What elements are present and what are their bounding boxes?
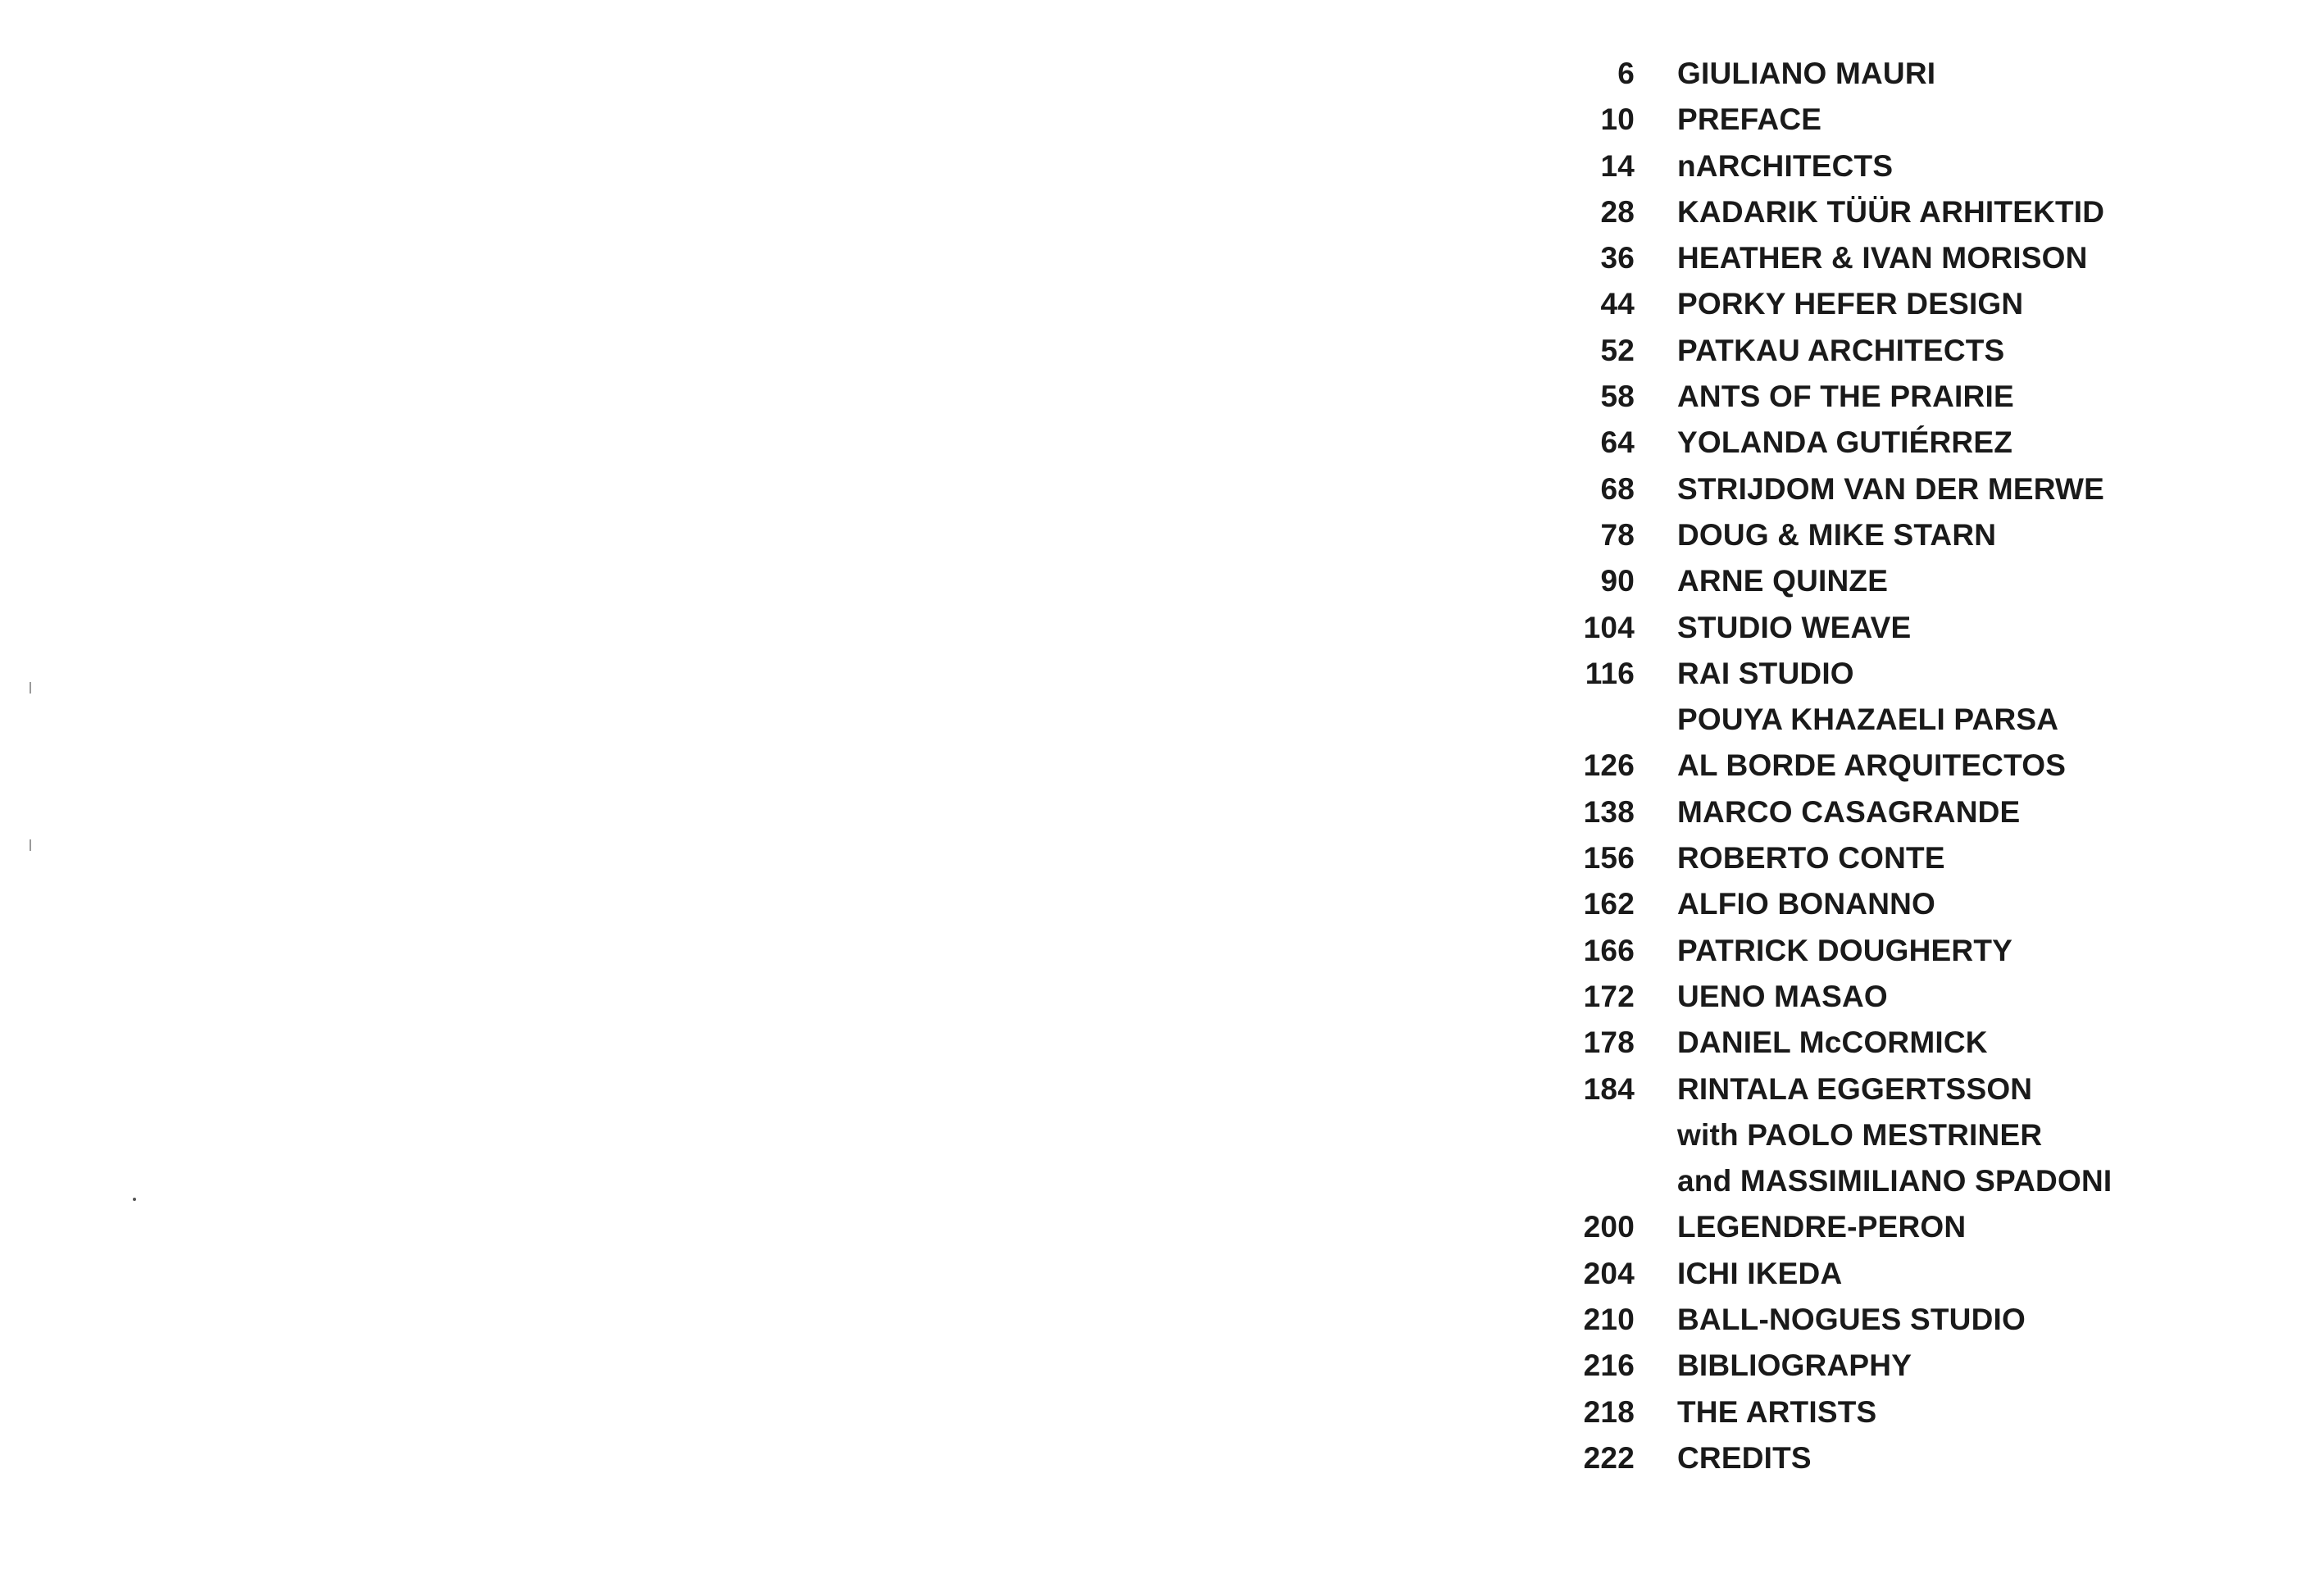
toc-entry-title: ANTS OF THE PRAIRIE — [1677, 380, 2014, 414]
toc-page-number: 6 — [1617, 57, 1635, 90]
toc-entry — [1549, 1020, 2287, 1066]
toc-entry-title: KADARIK TÜÜR ARHITEKTID — [1677, 194, 2105, 229]
toc-page-number: 210 — [1583, 1303, 1635, 1337]
scan-speck — [30, 839, 31, 851]
toc-page-number: 138 — [1583, 794, 1635, 829]
toc-entry — [1549, 1435, 2287, 1481]
toc-entry-title: and MASSIMILIANO SPADONI — [1677, 1164, 2113, 1198]
toc-entry-title: PATKAU ARCHITECTS — [1677, 333, 2005, 367]
toc-entry-title: ROBERTO CONTE — [1677, 841, 1945, 875]
toc-entry-title: STRIJDOM VAN DER MERWE — [1677, 471, 2105, 506]
toc-page-number: 116 — [1585, 656, 1635, 690]
toc-entry — [1549, 697, 2287, 743]
toc-entry — [1549, 374, 2287, 420]
toc-entry-title: ALFIO BONANNO — [1677, 887, 1936, 921]
toc-entry — [1549, 1343, 2287, 1389]
toc-page-number: 58 — [1600, 380, 1635, 414]
toc-page-number: 166 — [1583, 933, 1635, 967]
toc-entry-title: RINTALA EGGERTSSON — [1677, 1071, 2033, 1106]
toc-page-number: 126 — [1583, 748, 1635, 783]
toc-entry — [1549, 143, 2287, 189]
toc-page-number: 28 — [1600, 194, 1635, 229]
toc-entry — [1549, 1112, 2287, 1158]
toc-page-number: 172 — [1583, 979, 1635, 1013]
toc-page-number: 44 — [1600, 287, 1635, 321]
toc-entry-title: PORKY HEFER DESIGN — [1677, 287, 2024, 321]
toc-entry-title: BALL-NOGUES STUDIO — [1677, 1303, 2026, 1337]
toc-entry — [1549, 466, 2287, 512]
toc-entry — [1549, 51, 2287, 97]
toc-entry — [1549, 558, 2287, 604]
toc-page-number: 68 — [1600, 471, 1635, 506]
toc-entry — [1549, 420, 2287, 466]
toc-entry-title: PATRICK DOUGHERTY — [1677, 933, 2013, 967]
toc-page-number: 204 — [1583, 1256, 1635, 1290]
toc-entry — [1549, 928, 2287, 974]
toc-entry — [1549, 1204, 2287, 1250]
toc-page-number: 218 — [1583, 1394, 1635, 1429]
toc-entry — [1549, 1158, 2287, 1204]
scan-speck — [30, 682, 31, 694]
toc-page-number: 14 — [1600, 148, 1635, 183]
toc-entry-title: STUDIO WEAVE — [1677, 610, 1912, 644]
toc-entry-title: DANIEL McCORMICK — [1677, 1026, 1988, 1060]
toc-entry-title: PREFACE — [1677, 102, 1822, 137]
toc-page-number: 90 — [1600, 564, 1635, 598]
toc-entry — [1549, 835, 2287, 881]
toc-entry — [1549, 235, 2287, 281]
toc-entry — [1549, 743, 2287, 789]
toc-entry-title: MARCO CASAGRANDE — [1677, 794, 2021, 829]
toc-page-number: 200 — [1583, 1210, 1635, 1244]
toc-page-number: 156 — [1583, 841, 1635, 875]
toc-entry — [1549, 1066, 2287, 1112]
toc-entry — [1549, 281, 2287, 327]
toc-page-number: 10 — [1600, 102, 1635, 137]
toc-entry-title: HEATHER & IVAN MORISON — [1677, 241, 2088, 275]
toc-page-number: 162 — [1583, 887, 1635, 921]
toc-entry-title: UENO MASAO — [1677, 979, 1888, 1013]
toc-entry — [1549, 881, 2287, 927]
toc-entry-title: ICHI IKEDA — [1677, 1256, 1843, 1290]
toc-page-number: 178 — [1583, 1026, 1635, 1060]
toc-page-number: 36 — [1600, 241, 1635, 275]
toc-entry-title: GIULIANO MAURI — [1677, 57, 1936, 90]
toc-entry-title: LEGENDRE-PERON — [1677, 1210, 1967, 1244]
toc-entry — [1549, 97, 2287, 143]
scan-speck — [133, 1198, 136, 1201]
toc-entry-title: AL BORDE ARQUITECTOS — [1677, 748, 2067, 783]
toc-entry-title: nARCHITECTS — [1677, 148, 1894, 183]
toc-entry — [1549, 974, 2287, 1020]
toc-entry-title: BIBLIOGRAPHY — [1677, 1348, 1912, 1383]
toc-entry-title: CREDITS — [1677, 1440, 1812, 1475]
toc-page-number: 64 — [1600, 425, 1635, 460]
toc-entry — [1549, 1251, 2287, 1297]
toc-entry-title: ARNE QUINZE — [1677, 564, 1889, 598]
toc-entry — [1549, 605, 2287, 651]
table-of-contents — [1549, 51, 2287, 1481]
toc-entry-title: with PAOLO MESTRINER — [1677, 1117, 2043, 1152]
toc-entry-title: DOUG & MIKE STARN — [1677, 517, 1997, 552]
toc-entry-title: POUYA KHAZAELI PARSA — [1677, 703, 2059, 737]
toc-entry — [1549, 651, 2287, 697]
toc-entry — [1549, 328, 2287, 374]
toc-entry-title: THE ARTISTS — [1677, 1394, 1877, 1429]
toc-entry — [1549, 1389, 2287, 1435]
toc-entry — [1549, 789, 2287, 835]
toc-entry — [1549, 1297, 2287, 1343]
toc-page-number: 216 — [1583, 1348, 1635, 1383]
toc-entry-title: RAI STUDIO — [1677, 656, 1854, 690]
toc-page-number: 78 — [1600, 517, 1635, 552]
toc-entry-title: YOLANDA GUTIÉRREZ — [1677, 425, 2013, 460]
toc-entry — [1549, 189, 2287, 235]
toc-page-number: 104 — [1583, 610, 1635, 644]
toc-page-number: 52 — [1600, 333, 1635, 367]
toc-page-number: 184 — [1583, 1071, 1635, 1106]
toc-page-number: 222 — [1583, 1440, 1635, 1475]
toc-entry — [1549, 512, 2287, 558]
